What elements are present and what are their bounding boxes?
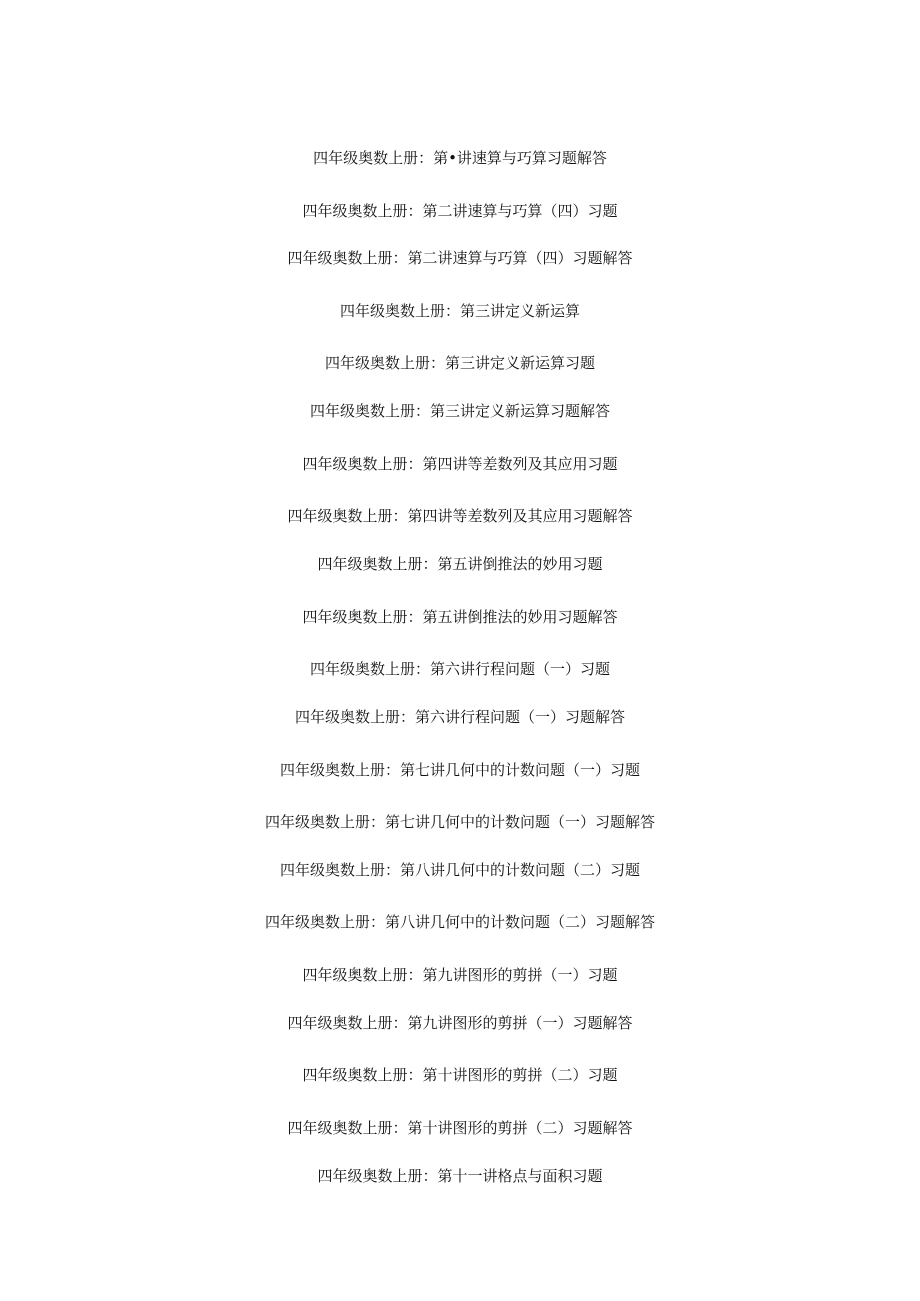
toc-line-12: 四年级奥数上册：第六讲行程问题（一）习题解答: [294, 708, 625, 726]
toc-line-18: 四年级奥数上册：第九讲图形的剪拼（一）习题解答: [287, 1014, 633, 1032]
toc-line-14: 四年级奥数上册：第七讲几何中的计数问题（一）习题解答: [264, 813, 655, 831]
toc-line-10: 四年级奥数上册：第五讲倒推法的妙用习题解答: [302, 608, 618, 626]
toc-line-7: 四年级奥数上册：第四讲等差数列及其应用习题: [302, 455, 618, 473]
toc-line-17: 四年级奥数上册：第九讲图形的剪拼（一）习题: [302, 966, 618, 984]
toc-line-8: 四年级奥数上册：第四讲等差数列及其应用习题解答: [287, 507, 633, 525]
toc-line-2: 四年级奥数上册：第二讲速算与巧算（四）习题: [302, 202, 618, 220]
toc-line-3: 四年级奥数上册：第二讲速算与巧算（四）习题解答: [287, 249, 633, 267]
toc-line-20: 四年级奥数上册：第十讲图形的剪拼（二）习题解答: [287, 1119, 633, 1137]
toc-line-6: 四年级奥数上册：第三讲定义新运算习题解答: [309, 402, 610, 420]
toc-line-9: 四年级奥数上册：第五讲倒推法的妙用习题: [317, 555, 603, 573]
toc-line-16: 四年级奥数上册：第八讲几何中的计数问题（二）习题解答: [264, 913, 655, 931]
toc-line-13: 四年级奥数上册：第七讲几何中的计数问题（一）习题: [279, 761, 640, 779]
toc-line-15: 四年级奥数上册：第八讲几何中的计数问题（二）习题: [279, 861, 640, 879]
toc-line-4: 四年级奥数上册：第三讲定义新运算: [339, 302, 580, 320]
toc-line-19: 四年级奥数上册：第十讲图形的剪拼（二）习题: [302, 1066, 618, 1084]
toc-line-11: 四年级奥数上册：第六讲行程问题（一）习题: [309, 660, 610, 678]
toc-line-21: 四年级奥数上册：第十一讲格点与面积习题: [317, 1167, 603, 1185]
toc-line-5: 四年级奥数上册：第三讲定义新运算习题: [324, 354, 595, 372]
toc-line-1: 四年级奥数上册：第•讲速算与巧算习题解答: [313, 149, 607, 167]
